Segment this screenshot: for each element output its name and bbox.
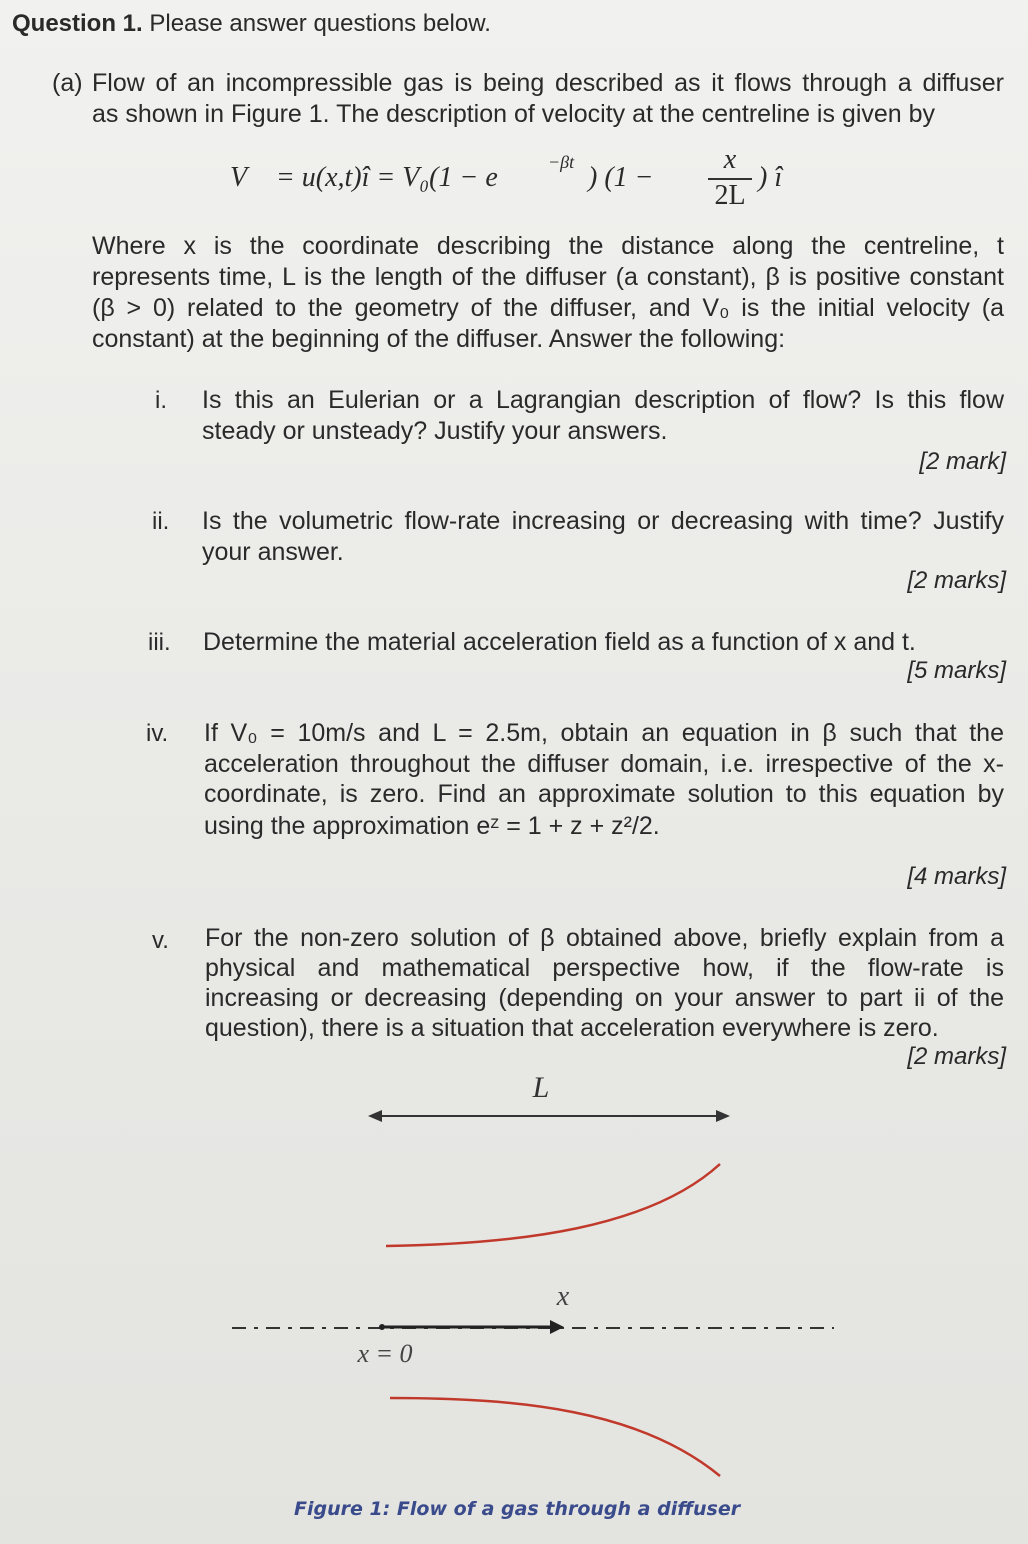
- item-i-line-2: steady or unsteady? Justify your answers.: [202, 417, 668, 445]
- equation-exponent: −βt: [548, 152, 575, 172]
- item-v-marks: [2 marks]: [907, 1043, 1006, 1070]
- figure-caption: Figure 1: Flow of a gas through a diffuser: [294, 1498, 741, 1520]
- item-ii-marks: [2 marks]: [907, 567, 1006, 594]
- where-line-2: represents time, L is the length of the diffuser (a constant), β is positive constant: [92, 263, 1004, 291]
- item-v-numeral: v.: [152, 927, 169, 954]
- item-v-line-2: physical and mathematical perspective how, if the flow-rate is: [205, 954, 1004, 982]
- equation-numerator: x: [723, 144, 737, 175]
- item-iv-line-2: acceleration throughout the diffuser domain, i.e. irrespective of the x-: [204, 750, 1004, 778]
- part-a-line-1: Flow of an incompressible gas is being described as it flows through a diffuser: [92, 69, 1004, 97]
- item-v-line-4: question), there is a situation that acceleration everywhere is zero.: [205, 1014, 939, 1042]
- item-iii-line-1: Determine the material acceleration field as a function of x and t.: [203, 628, 916, 656]
- x-axis-arrow: [382, 1320, 564, 1334]
- item-i-marks: [2 mark]: [919, 448, 1006, 475]
- part-a-label: (a): [52, 69, 83, 97]
- item-i-numeral: i.: [155, 387, 167, 414]
- item-ii-line-1: Is the volumetric flow-rate increasing or decreasing with time? Justify: [202, 507, 1004, 535]
- item-iv-marks: [4 marks]: [907, 863, 1006, 890]
- origin-point: [379, 1324, 385, 1330]
- question-intro: Please answer questions below.: [149, 10, 491, 37]
- origin-label: x = 0: [357, 1339, 413, 1368]
- where-line-3: (β > 0) related to the geometry of the diffuser, and V₀ is the initial velocity (a: [92, 294, 1004, 322]
- question-number: Question 1.: [12, 10, 143, 37]
- lower-diffuser-wall: [390, 1398, 720, 1476]
- equation-lhs: V⃗ = u(x,t)î = V₀(1 − e: [230, 162, 498, 193]
- item-iii-marks: [5 marks]: [907, 657, 1006, 684]
- velocity-equation: [230, 144, 830, 218]
- length-label: L: [532, 1071, 550, 1104]
- item-i-line-1: Is this an Eulerian or a Lagrangian description of flow? Is this flow: [202, 386, 1004, 414]
- length-arrow: [368, 1110, 730, 1122]
- item-iv-line-3: coordinate, is zero. Find an approximate solution to this equation by: [204, 780, 1004, 808]
- diffuser-figure: [0, 1060, 1028, 1500]
- item-v-line-3: increasing or decreasing (depending on your answer to part ii of the: [205, 984, 1004, 1012]
- item-v-line-1: For the non-zero solution of β obtained above, briefly explain from a: [205, 924, 1004, 952]
- equation-tail: ) î: [758, 162, 783, 193]
- where-line-4: constant) at the beginning of the diffuser. Answer the following:: [92, 325, 786, 353]
- equation-denominator: 2L: [714, 180, 746, 211]
- item-iv-line-4: using the approximation eᶻ = 1 + z + z²/2.: [204, 812, 660, 840]
- where-line-1: Where x is the coordinate describing the distance along the centreline, t: [92, 232, 1004, 260]
- item-ii-line-2: your answer.: [202, 538, 344, 566]
- item-iv-line-1: If V₀ = 10m/s and L = 2.5m, obtain an equation in β such that the: [204, 719, 1004, 747]
- upper-diffuser-wall: [386, 1164, 720, 1246]
- item-iii-numeral: iii.: [148, 629, 171, 656]
- equation-middle: ) (1 −: [588, 162, 654, 193]
- item-ii-numeral: ii.: [152, 508, 170, 535]
- part-a-line-2: as shown in Figure 1. The description of velocity at the centreline is given by: [92, 100, 936, 128]
- x-axis-label: x: [556, 1281, 570, 1312]
- question-heading: [12, 8, 491, 39]
- item-iv-numeral: iv.: [146, 720, 169, 747]
